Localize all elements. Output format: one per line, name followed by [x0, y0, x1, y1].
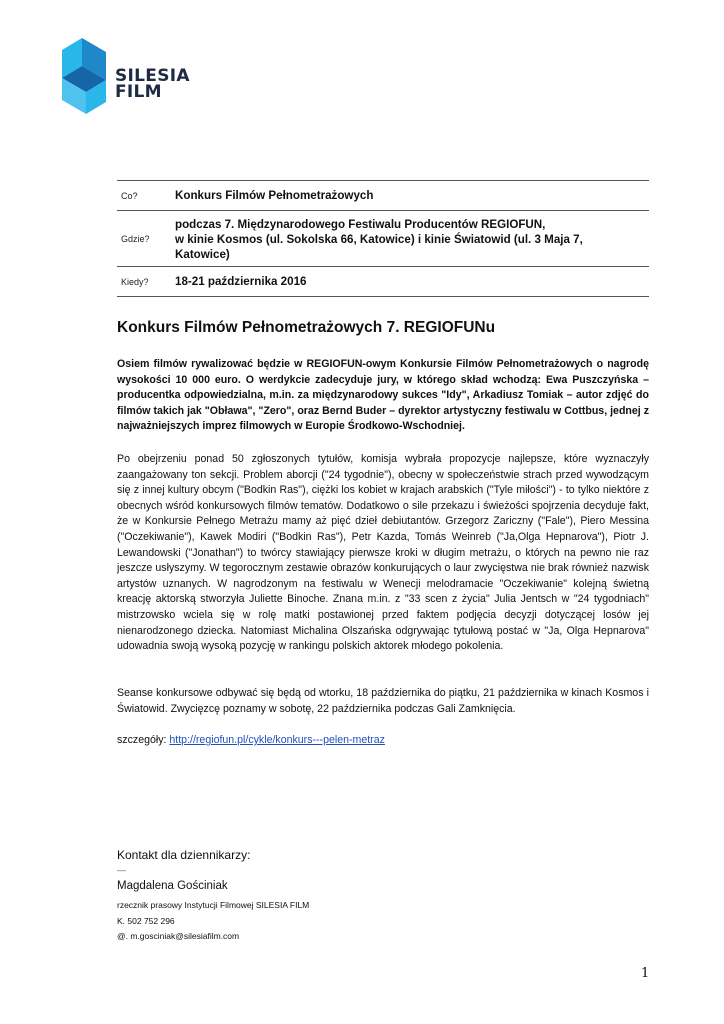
contact-name: Magdalena Gościniak [117, 880, 228, 892]
page-number: 1 [641, 966, 650, 981]
info-row-co [117, 181, 649, 211]
logo-text-line1: SILESIA [115, 66, 190, 86]
gdzie-value-line2: w kinie Kosmos (ul. Sokolska 66, Katowice) i kinie Światowid (ul. 3 Maja 7, [175, 233, 583, 246]
press-contact [117, 848, 517, 945]
details-paragraph [117, 733, 649, 749]
contact-heading: Kontakt dla dziennikarzy: [117, 848, 251, 862]
info-row-gdzie [117, 211, 649, 267]
article-schedule-paragraph: Seanse konkursowe odbywać się będą od wtorku, 18 października do piątku, 21 października w kinach Kosmos i Światowid. Zwycięzcę poznamy w sobotę, 22 października podczas Gali Zamknięcia. [117, 687, 649, 715]
details-link[interactable]: http://regiofun.pl/cykle/konkurs---pelen-metraz [169, 734, 385, 746]
logo-text-line2: FILM [115, 82, 162, 102]
kiedy-label: Kiedy? [121, 276, 149, 287]
info-row-kiedy [117, 267, 649, 297]
article-body-paragraph: Po obejrzeniu ponad 50 zgłoszonych tytułów, komisja wybrała propozycje najlepsze, które wyznaczyły zaangażowany ton sekcji. Problem aborcji ("24 tygodnie"), obecny w społeczeństwie strach przed wywodzącym się z innej kultury obcym ("Bodkin Ras"), ciężki los kobiet w krajach arabskich ("Tyle miłości") - to tylko niektóre z obecnych wśród konkursowych filmów tematów. Dodatkowo o sile przekazu i świeżości spojrzenia decyduje fakt, że w Konkursie Pełnego Metrażu mamy aż pięć dzieł debiutantów. Grzegorz Zariczny ("Fale"), Piero Messina ("Oczekiwanie"), Kawek Modiri ("Bodkin Ras"), Petr Kazda, Tomás Weinreb ("Ja,Olga Hepnarova"), Piotr J. Lewandowski ("Jonathan") to twórcy stawiający pierwsze kroki w długim metrażu, o których na pewno nie raz jeszcze usłyszymy. W tegorocznym zestawie obrazów konkurujących o laur zwycięstwa nie brak również nazwisk artystów uznanych. W nagrodzonym na festiwalu w Wenecji melodramacie "Oczekiwanie" kolejną świetną kreację aktorską stworzyła Juliette Binoche. Znana m.in. z "33 scen z życia" Julia Jentsch w "24 tygodniach" mistrzowsko wciela się w rolę matki postawionej przed faktem podjęcia decyzji dotyczącej losów jej nienarodzonego dziecka. Natomiast Michalina Olszańska odgrywając tytułową postać w "Ja, Olga Hepnarova" udowadnia swoją wysoką pozycję w rankingu polskich aktorek młodego pokolenia. [117, 453, 649, 653]
event-info-table [117, 180, 649, 297]
gdzie-value-line3: Katowice) [175, 248, 230, 261]
article-title: Konkurs Filmów Pełnometrażowych 7. REGIOFUNu [117, 319, 496, 336]
contact-email[interactable]: @. m.gosciniak@silesiafilm.com [117, 931, 240, 941]
contact-phone: K. 502 752 296 [117, 915, 175, 926]
contact-role: rzecznik prasowy Instytucji Filmowej SILESIA FILM [117, 900, 310, 910]
co-value: Konkurs Filmów Pełnometrażowych [175, 189, 374, 202]
article-lead-paragraph: Osiem filmów rywalizować będzie w REGIOFUN-owym Konkursie Filmów Pełnometrażowych o nagrodę wysokości 10 000 euro. O werdykcie zadecyduje jury, w którego skład wchodzą: Ewa Puszczyńska – producentka odpowiedzialna, m.in. za międzynarodowy sukces "Idy", Arkadiusz Tomiak – autor zdjęć do filmów takich jak "Obława", "Zero", oraz Bernd Buder – dyrektor artystyczny festiwalu w Cottbus, jednej z najważniejszych imprez filmowych w Europie Środkowo-Wschodniej. [117, 358, 649, 433]
co-label: Co? [121, 190, 138, 201]
silesia-film-logo [60, 36, 190, 116]
gdzie-value [175, 215, 649, 262]
details-label: szczegóły: [117, 734, 170, 746]
logo-mark-icon [60, 36, 110, 116]
kiedy-value: 18-21 października 2016 [175, 275, 307, 288]
gdzie-label: Gdzie? [121, 233, 150, 244]
gdzie-value-line1: podczas 7. Międzynarodowego Festiwalu Producentów REGIOFUN, [175, 218, 546, 231]
contact-separator: — [117, 865, 126, 875]
